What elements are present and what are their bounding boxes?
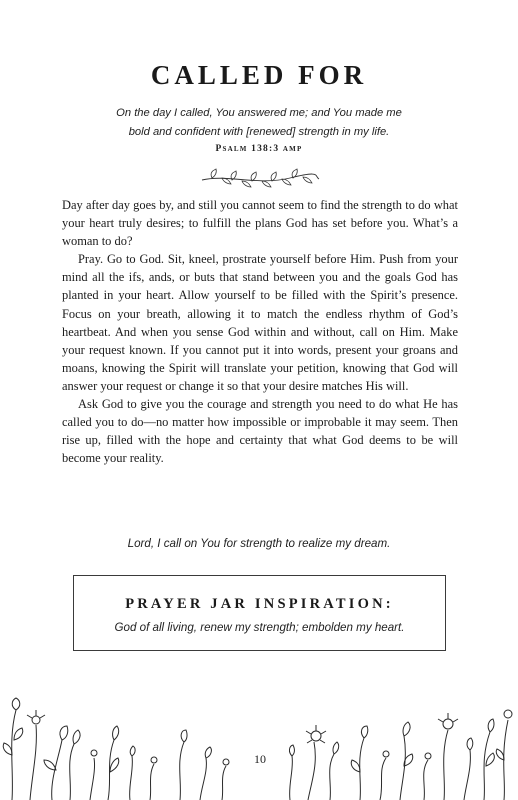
closing-prayer: Lord, I call on You for strength to realize my dream.: [127, 537, 391, 550]
scripture-verse: [60, 104, 458, 142]
page-title: CALLED FOR: [150, 60, 368, 90]
verse-reference: Psalm 138:3 amp: [215, 144, 303, 154]
prayer-jar-box: [73, 575, 446, 651]
verse-line-2: bold and confident with [renewed] strength in my life.: [128, 126, 390, 138]
page-number: 10: [254, 752, 266, 766]
vine-flourish-icon: [198, 166, 323, 190]
body-paragraph-2: Pray. Go to God. Sit, kneel, prostrate yourself before Him. Push from your mind all the ifs, ands, or buts that stand between you and the goals God has planted in your heart. Allow yourself to be filled with the Spirit’s presence. Focus on your breath, allowing it to match the endless rhythm of God’s heartbeat. And when you sense God within and without, call on Him. Make your request known. If you cannot put it into words, present your groans and moans, knowing the Spirit will translate your petition, knowing that God will answer your request or change it so that your desire matches His will.: [62, 252, 458, 393]
body-paragraph-1: Day after day goes by, and still you cannot seem to find the strength to do what your heart truly desires; to fulfill the plans God has set before you. What’s a woman to do?: [62, 198, 458, 249]
wildflower-border-icon: [0, 680, 518, 800]
prayer-jar-text: God of all living, renew my strength; embolden my heart.: [114, 621, 405, 634]
devotional-body: [62, 196, 458, 467]
prayer-jar-heading: PRAYER JAR INSPIRATION:: [125, 596, 394, 612]
verse-line-1: On the day I called, You answered me; and You made me: [116, 107, 402, 119]
body-paragraph-3: Ask God to give you the courage and strength you need to do what He has called you to do—no matter how impossible or improbable it may seem. Then rise up, filled with the hope and certainty that what God deems to be will become your reality.: [62, 397, 458, 466]
